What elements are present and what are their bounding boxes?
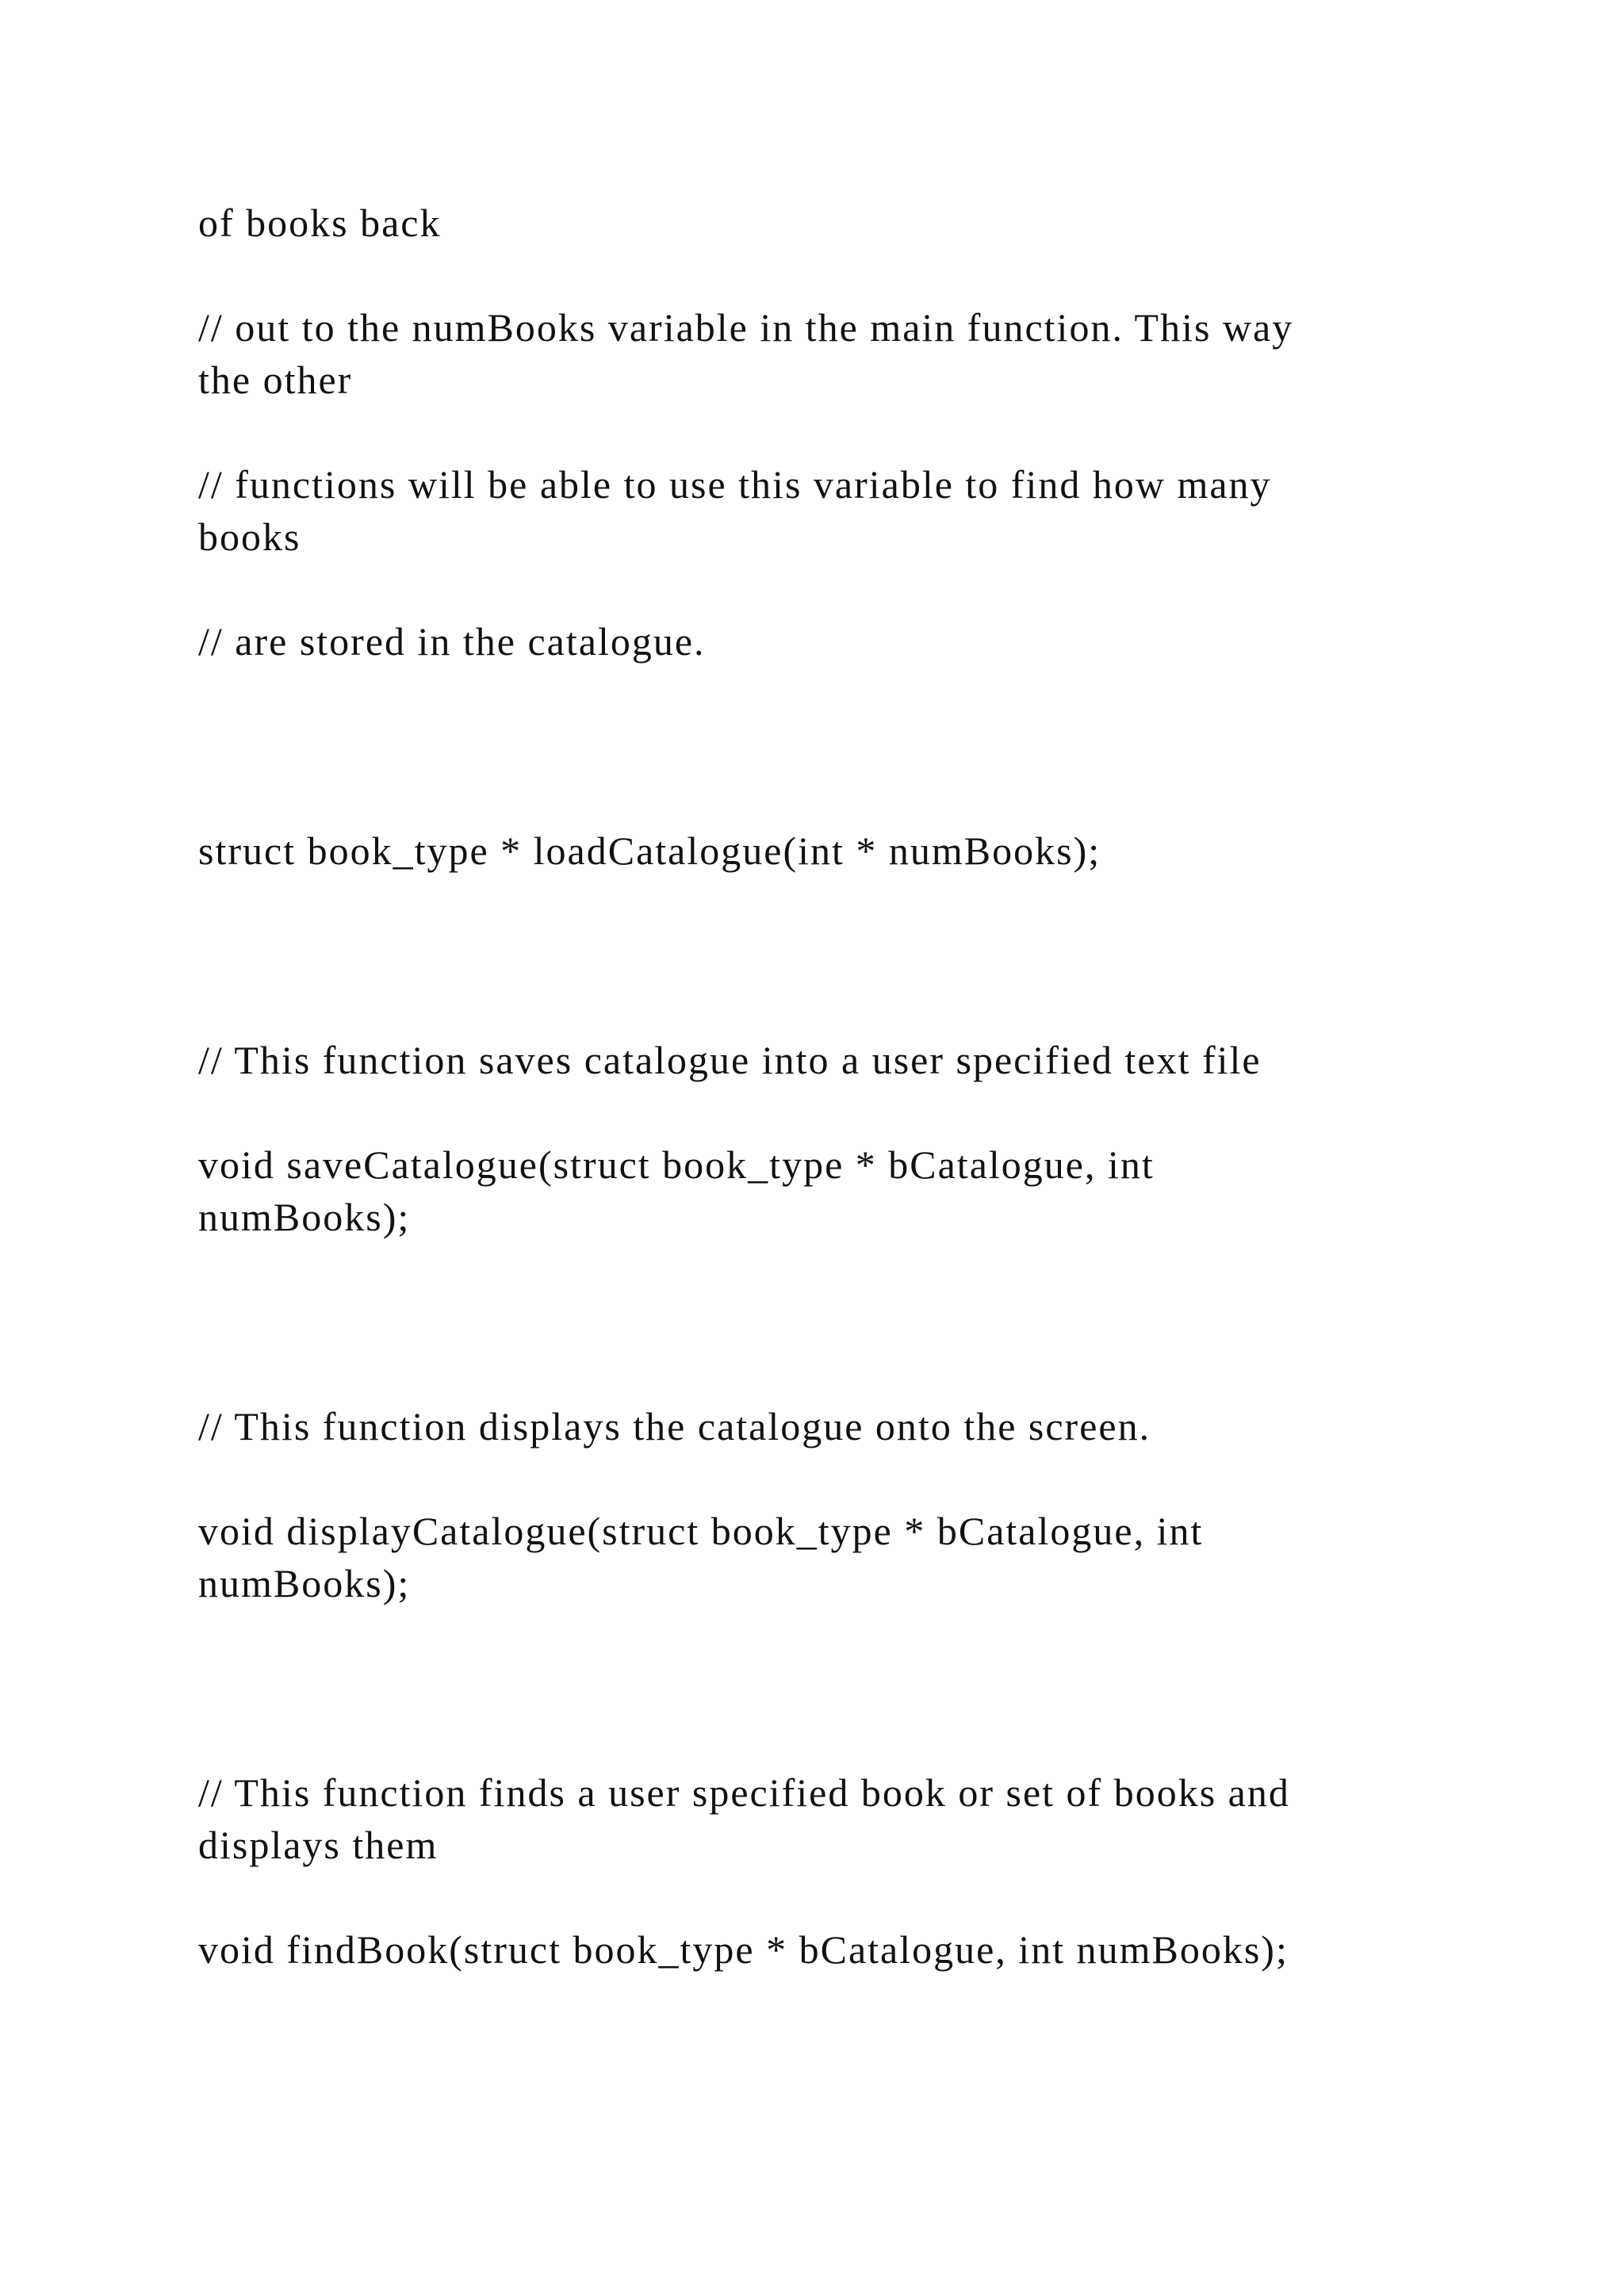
code-line: numBooks); <box>198 1561 411 1605</box>
text-line: of books back <box>198 201 442 245</box>
code-line: void saveCatalogue(struct book_type * bCatalogue, int <box>198 1142 1155 1187</box>
text-line: the other <box>198 358 353 402</box>
code-line: numBooks); <box>198 1195 411 1239</box>
text-line: // are stored in the catalogue. <box>198 619 706 664</box>
text-line: // functions will be able to use this variable to find how many <box>198 462 1272 507</box>
text-line: // This function saves catalogue into a user specified text file <box>198 1038 1262 1082</box>
text-line: books <box>198 515 301 559</box>
text-line: displays them <box>198 1823 439 1867</box>
text-line: // This function finds a user specified book or set of books and <box>198 1770 1290 1815</box>
text-line: // This function displays the catalogue onto the screen. <box>198 1404 1151 1448</box>
text-line: // out to the numBooks variable in the main function. This way <box>198 305 1294 350</box>
code-line: void displayCatalogue(struct book_type * bCatalogue, int <box>198 1509 1204 1553</box>
code-line: struct book_type * loadCatalogue(int * numBooks); <box>198 828 1101 873</box>
code-line: void findBook(struct book_type * bCatalogue, int numBooks); <box>198 1927 1289 1972</box>
